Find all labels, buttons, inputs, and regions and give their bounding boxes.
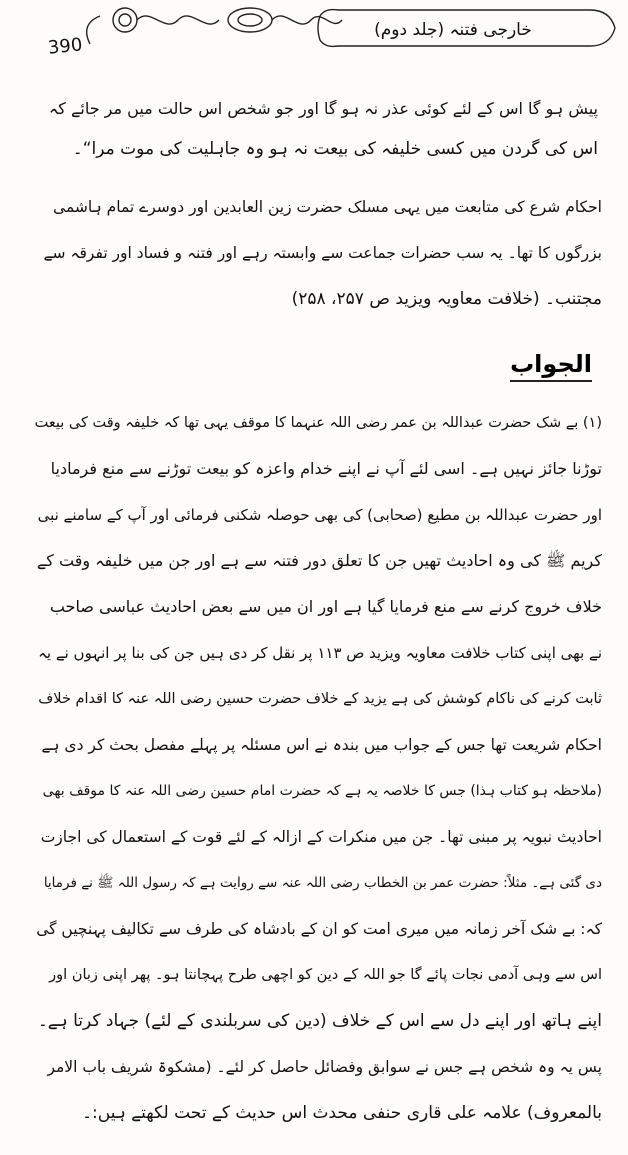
text-line: (ملاحظہ ہو کتاب ہذا) جس کا خلاصہ یہ ہے کہ حضرت امام حسین رضی اللہ عنہ کا موقف بھی	[42, 783, 602, 799]
text-line: بزرگوں کا تھا۔ یہ سب حضرات جماعت سے وابستہ رہے اور فتنہ و فساد اور تفرقہ سے	[43, 244, 602, 262]
answer-paragraph	[34, 400, 602, 1150]
text-line: دی گئی ہے۔ مثلاً: حضرت عمر بن الخطاب رضی اللہ عنہ سے روایت ہے کہ رسول اللہ ﷺ نے فرمایا	[43, 875, 602, 891]
intro-paragraph	[42, 92, 602, 342]
text-line: خلاف خروج کرنے سے منع فرمایا گیا ہے اور ان میں سے بعض احادیث عباسی صاحب	[49, 597, 602, 616]
text-line: نے بھی اپنی کتاب خلافت معاویہ ویزید ص ۱۱۳ پر نقل کر دی ہیں جن کی بنا پر انہوں نے یہ	[38, 644, 602, 662]
page-header	[70, 4, 625, 52]
text-line: (۱) بے شک حضرت عبداللہ بن عمر رضی اللہ عنہما کا موقف یہی تھا کہ خلیفہ وقت کی بیعت	[34, 415, 602, 431]
text-line: اور حضرت عبداللہ بن مطیع (صحابی) کی بھی حوصلہ شکنی فرمائی اور آپ کے سامنے نبی	[37, 506, 602, 524]
text-line: کہ: بے شک آخر زمانہ میں میری امت کو ان کے بادشاہ کی طرف سے تکالیف پہنچیں گی	[36, 920, 602, 938]
text-line: اس کی گردن میں کسی خلیفہ کی بیعت نہ ہو وہ جاہلیت کی موت مرا“۔	[72, 139, 598, 159]
text-line: احکام شریعت تھا جس کے جواب میں بندہ نے اس مسئلہ پر پہلے مفصل بحث کر دی ہے	[41, 736, 602, 754]
text-line: توڑنا جائز نہیں ہے۔ اسی لئے آپ نے اپنے خدام واعزہ کو بیعت توڑنے سے منع فرمادیا	[50, 459, 602, 478]
text-line: اپنے ہاتھ اور اپنے دل سے اس کے خلاف (دین کی سربلندی کے لئے) جہاد کرتا ہے۔	[37, 1011, 602, 1031]
text-line: پیش ہو گا اس کے لئے کوئی عذر نہ ہو گا اور جو شخص اس حالت میں مر جائے کہ	[48, 99, 598, 118]
page-number: 390	[46, 34, 84, 59]
text-line: مجتنب۔ (خلافت معاویہ ویزید ص ۲۵۷، ۲۵۸)	[291, 289, 602, 309]
text-line: اس سے وہی آدمی نجات پائے گا جو اللہ کے دین کو اچھی طرح پہچانتا ہو۔ پھر اپنی زبان اور	[49, 967, 602, 983]
text-line: بالمعروف) علامہ علی قاری حنفی محدث اس حدیث کے تحت لکھتے ہیں:۔	[82, 1103, 602, 1123]
text-line: کریم ﷺ کی وہ احادیث تھیں جن کا تعلق دور فتنہ سے ہے اور جن میں خلیفہ وقت کے	[36, 551, 602, 570]
text-line: پس یہ وہ شخص ہے جس نے سوابق وفضائل حاصل کر لئے۔ (مشکوۃ شریف باب الامر	[47, 1058, 602, 1076]
section-heading: الجواب	[510, 350, 592, 382]
text-line: احادیث نبویہ پر مبنی تھا۔ جن میں منکرات کے ازالہ کے لئے قوت کے استعمال کی اجازت	[40, 828, 602, 846]
text-line: احکام شرع کی متابعت میں یہی مسلک حضرت زین العابدین اور دوسرے تمام ہاشمی	[53, 198, 602, 216]
running-header-title: خارجی فتنہ (جلد دوم)	[374, 20, 532, 40]
text-line: ثابت کرنے کی ناکام کوشش کی ہے یزید کے خلاف حضرت حسین رضی اللہ عنہ کا اقدام خلاف	[38, 691, 602, 707]
